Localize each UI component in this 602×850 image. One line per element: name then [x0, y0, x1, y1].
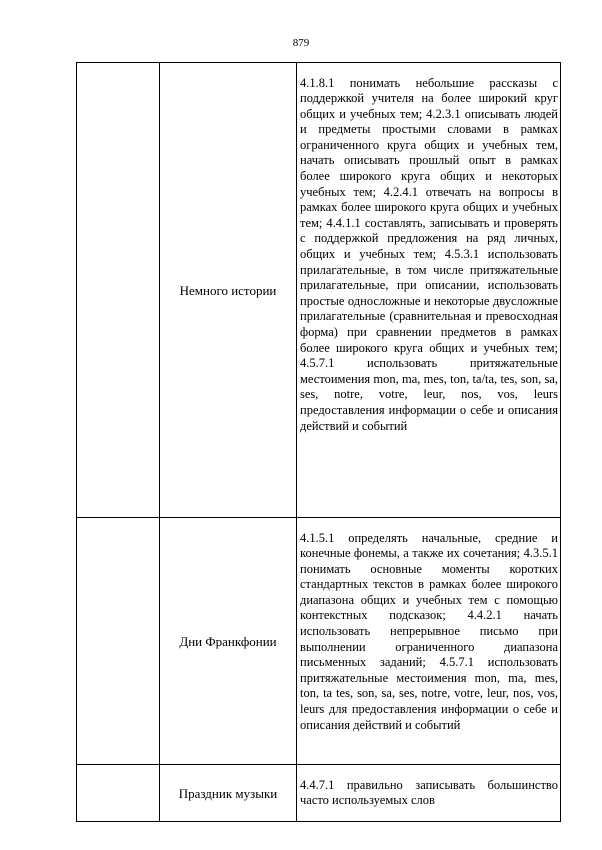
topic-label: Дни Франкфонии	[179, 633, 277, 649]
content-cell	[297, 518, 561, 765]
page-number: 879	[292, 37, 310, 49]
table-row	[77, 518, 561, 765]
table-row	[77, 765, 561, 822]
empty-cell	[77, 63, 160, 518]
objectives-text: 4.1.5.1 определять начальные, средние и конечные фонемы, а также их сочетания; 4.3.5.1 понимать основные моменты коротких стандартных текстов в рамках более широкого диапазона общих и учебных тем с помощью контекстных подсказок; 4.4.2.1 начать использовать непрерывное письмо при выполнении ограниченного диапазона письменных заданий; 4.5.7.1 использовать притяжательные местоимения mon, ma, mes, ton, ta tes, son, sa, ses, notre, votre, leur, nos, vos, leurs для предоставления информации о себе и описания действий и событий	[300, 530, 558, 732]
empty-cell	[77, 765, 160, 822]
curriculum-table	[76, 62, 561, 822]
topic-label: Праздник музыки	[178, 785, 278, 801]
topic-cell	[160, 765, 297, 822]
content-cell	[297, 63, 561, 518]
table-row	[77, 63, 561, 518]
objectives-text: 4.4.7.1 правильно записывать большинство часто используемых слов	[300, 777, 558, 808]
topic-cell	[160, 518, 297, 765]
objectives-text: 4.1.8.1 понимать небольшие рассказы с поддержкой учителя на более широкий круг общих и учебных тем; 4.2.3.1 описывать людей и предметы простыми словами в рамках ограниченного круга общих и учебных тем, начать описывать прошлый опыт в рамках более широкого круга общих и некоторых учебных тем; 4.2.4.1 отвечать на вопросы в рамках более широкого круга общих и учебных тем; 4.4.1.1 составлять, записывать и проверять с поддержкой предложения на ряд личных, общих и учебных тем; 4.5.3.1 использовать прилагательные, в том числе притяжательные прилагательные, при описании, использовать простые односложные и некоторые двусложные прилагательные (сравнительная и превосходная форма) при сравнении предметов в рамках более широкого круга общих и учебных тем; 4.5.7.1 использовать притяжательные местоимения mon, ma, mes, ton, ta/ta, tes, son, sa, ses, notre, votre, leur, nos, vos, leurs предоставления информации о себе и описания действий и событий	[300, 75, 558, 433]
topic-cell	[160, 63, 297, 518]
topic-label: Немного истории	[179, 282, 277, 298]
content-cell	[297, 765, 561, 822]
empty-cell	[77, 518, 160, 765]
